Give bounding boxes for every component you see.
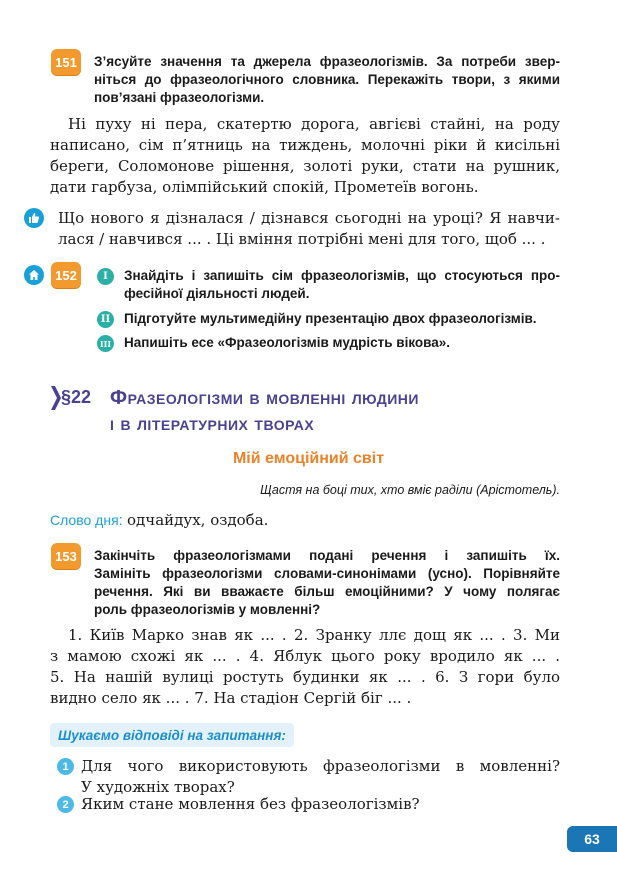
questions-header-box	[50, 723, 294, 747]
text-line: 1. Київ Марко знав як ... . 2. Зранку ллє дощ як ... . 3. Ми	[68, 626, 560, 644]
section-title-line: і в літературних творах	[110, 413, 315, 435]
word-of-day-colon: :	[118, 512, 123, 529]
thumbs-up-icon	[24, 208, 44, 228]
text-line: дати гарбуза, олімпійський спокій, Прометеїв вогонь.	[50, 178, 479, 196]
instruction-line: роль фразеологізмів у мовленні?	[94, 602, 321, 617]
page-number: 63	[584, 831, 600, 847]
reflection-text	[58, 208, 560, 250]
question-line: Яким стане мовлення без фразеологізмів?	[81, 795, 420, 813]
question-number	[57, 758, 74, 775]
task-item	[124, 334, 564, 352]
task-number-badge	[51, 262, 81, 288]
task-instruction	[94, 547, 560, 619]
instruction-line: пов’язані фразеологізми.	[94, 90, 265, 105]
text-line: видно село як ... . 7. На стадіон Сергій біг ... .	[50, 689, 412, 707]
item-line: Знайдіть і запишіть сім фразеологізмів, що стосуються про-	[124, 268, 560, 283]
question-number-text: 1	[62, 760, 69, 773]
instruction-line: Замініть фразеологізми словами-синонімами (усно). Порівняйте	[94, 566, 560, 581]
text-line: 5. На нашій вулиці ростуть будинки як ... . 6. З гори було	[50, 668, 560, 686]
epigraph: Щастя на боці тих, хто вміє раділи (Арістотель).	[260, 483, 560, 497]
item-line: Підготуйте мультимедійну презентацію двох фразеологізмів.	[124, 311, 537, 326]
task-text	[50, 114, 560, 198]
page-number-tab	[567, 826, 617, 852]
instruction-line: ніться до фразеологічного словника. Перекажіть твори, з якими	[94, 72, 560, 87]
text-line: з мамою схожі як ... . 4. Яблук цього року вродило як ... .	[50, 647, 560, 665]
task-number-badge	[51, 49, 81, 75]
home-icon	[24, 265, 44, 285]
item-line: Напишіть есе «Фразеологізмів мудрість вікова».	[124, 335, 451, 350]
task-number: 151	[55, 54, 77, 70]
question-number-text: 2	[62, 798, 69, 811]
section-title	[110, 385, 419, 437]
task-number: 152	[55, 267, 77, 283]
question-line: Для чого використовують фразеологізми в мовленні?	[81, 757, 560, 775]
task-number-badge	[51, 543, 81, 569]
text-line: Ні пуху ні пера, скатертю дорога, авгієві стайні, на роду	[68, 115, 560, 133]
task-item	[124, 310, 564, 328]
roman-numeral: III	[99, 338, 112, 349]
roman-numeral-badge	[97, 268, 114, 285]
reflection-line: Що нового я дізналася / дізнався сьогодні на уроці? Я навчи-	[58, 209, 560, 227]
section-subtitle: Мій емоційний світ	[232, 450, 385, 467]
section-number: §22	[61, 387, 92, 407]
section-title-line: Фразеологізми в мовленні людини	[110, 387, 419, 409]
text-line: написано, сім п’ятниць на тиждень, молочні ріки й кисільні	[50, 136, 560, 154]
reflection-line: лася / навчився ... . Ці вміння потрібні мені для того, щоб ... .	[58, 230, 546, 248]
task-text	[50, 625, 560, 709]
section-marker-icon	[51, 386, 61, 410]
roman-numeral-badge	[97, 335, 114, 352]
task-instruction	[94, 53, 560, 107]
question-number	[57, 796, 74, 813]
roman-numeral: I	[103, 271, 108, 282]
roman-numeral-badge	[97, 311, 114, 328]
question-item	[81, 794, 560, 815]
text-line: береги, Соломонове рішення, золоті руки, стати на рушник,	[50, 157, 560, 175]
task-number: 153	[55, 548, 77, 564]
instruction-line: З’ясуйте значення та джерела фразеологізмів. За потреби звер-	[94, 54, 560, 69]
instruction-line: Закінчіть фразеологізмами подані речення і запишіть їх.	[94, 548, 560, 563]
word-of-day-words: одчайдух, оздоба.	[127, 511, 269, 529]
word-of-day-label: Слово дня	[50, 512, 119, 528]
roman-numeral: II	[100, 314, 111, 325]
question-item	[81, 756, 560, 798]
task-item	[124, 267, 560, 303]
instruction-line: речення. Які ви вважаєте більш емоційними? У чому полягає	[94, 584, 560, 599]
questions-header: Шукаємо відповіді на запитання:	[58, 727, 286, 743]
item-line: фесійної діяльності людей.	[124, 286, 310, 301]
question-line: У художніх творах?	[81, 778, 235, 796]
word-of-day	[50, 511, 268, 529]
